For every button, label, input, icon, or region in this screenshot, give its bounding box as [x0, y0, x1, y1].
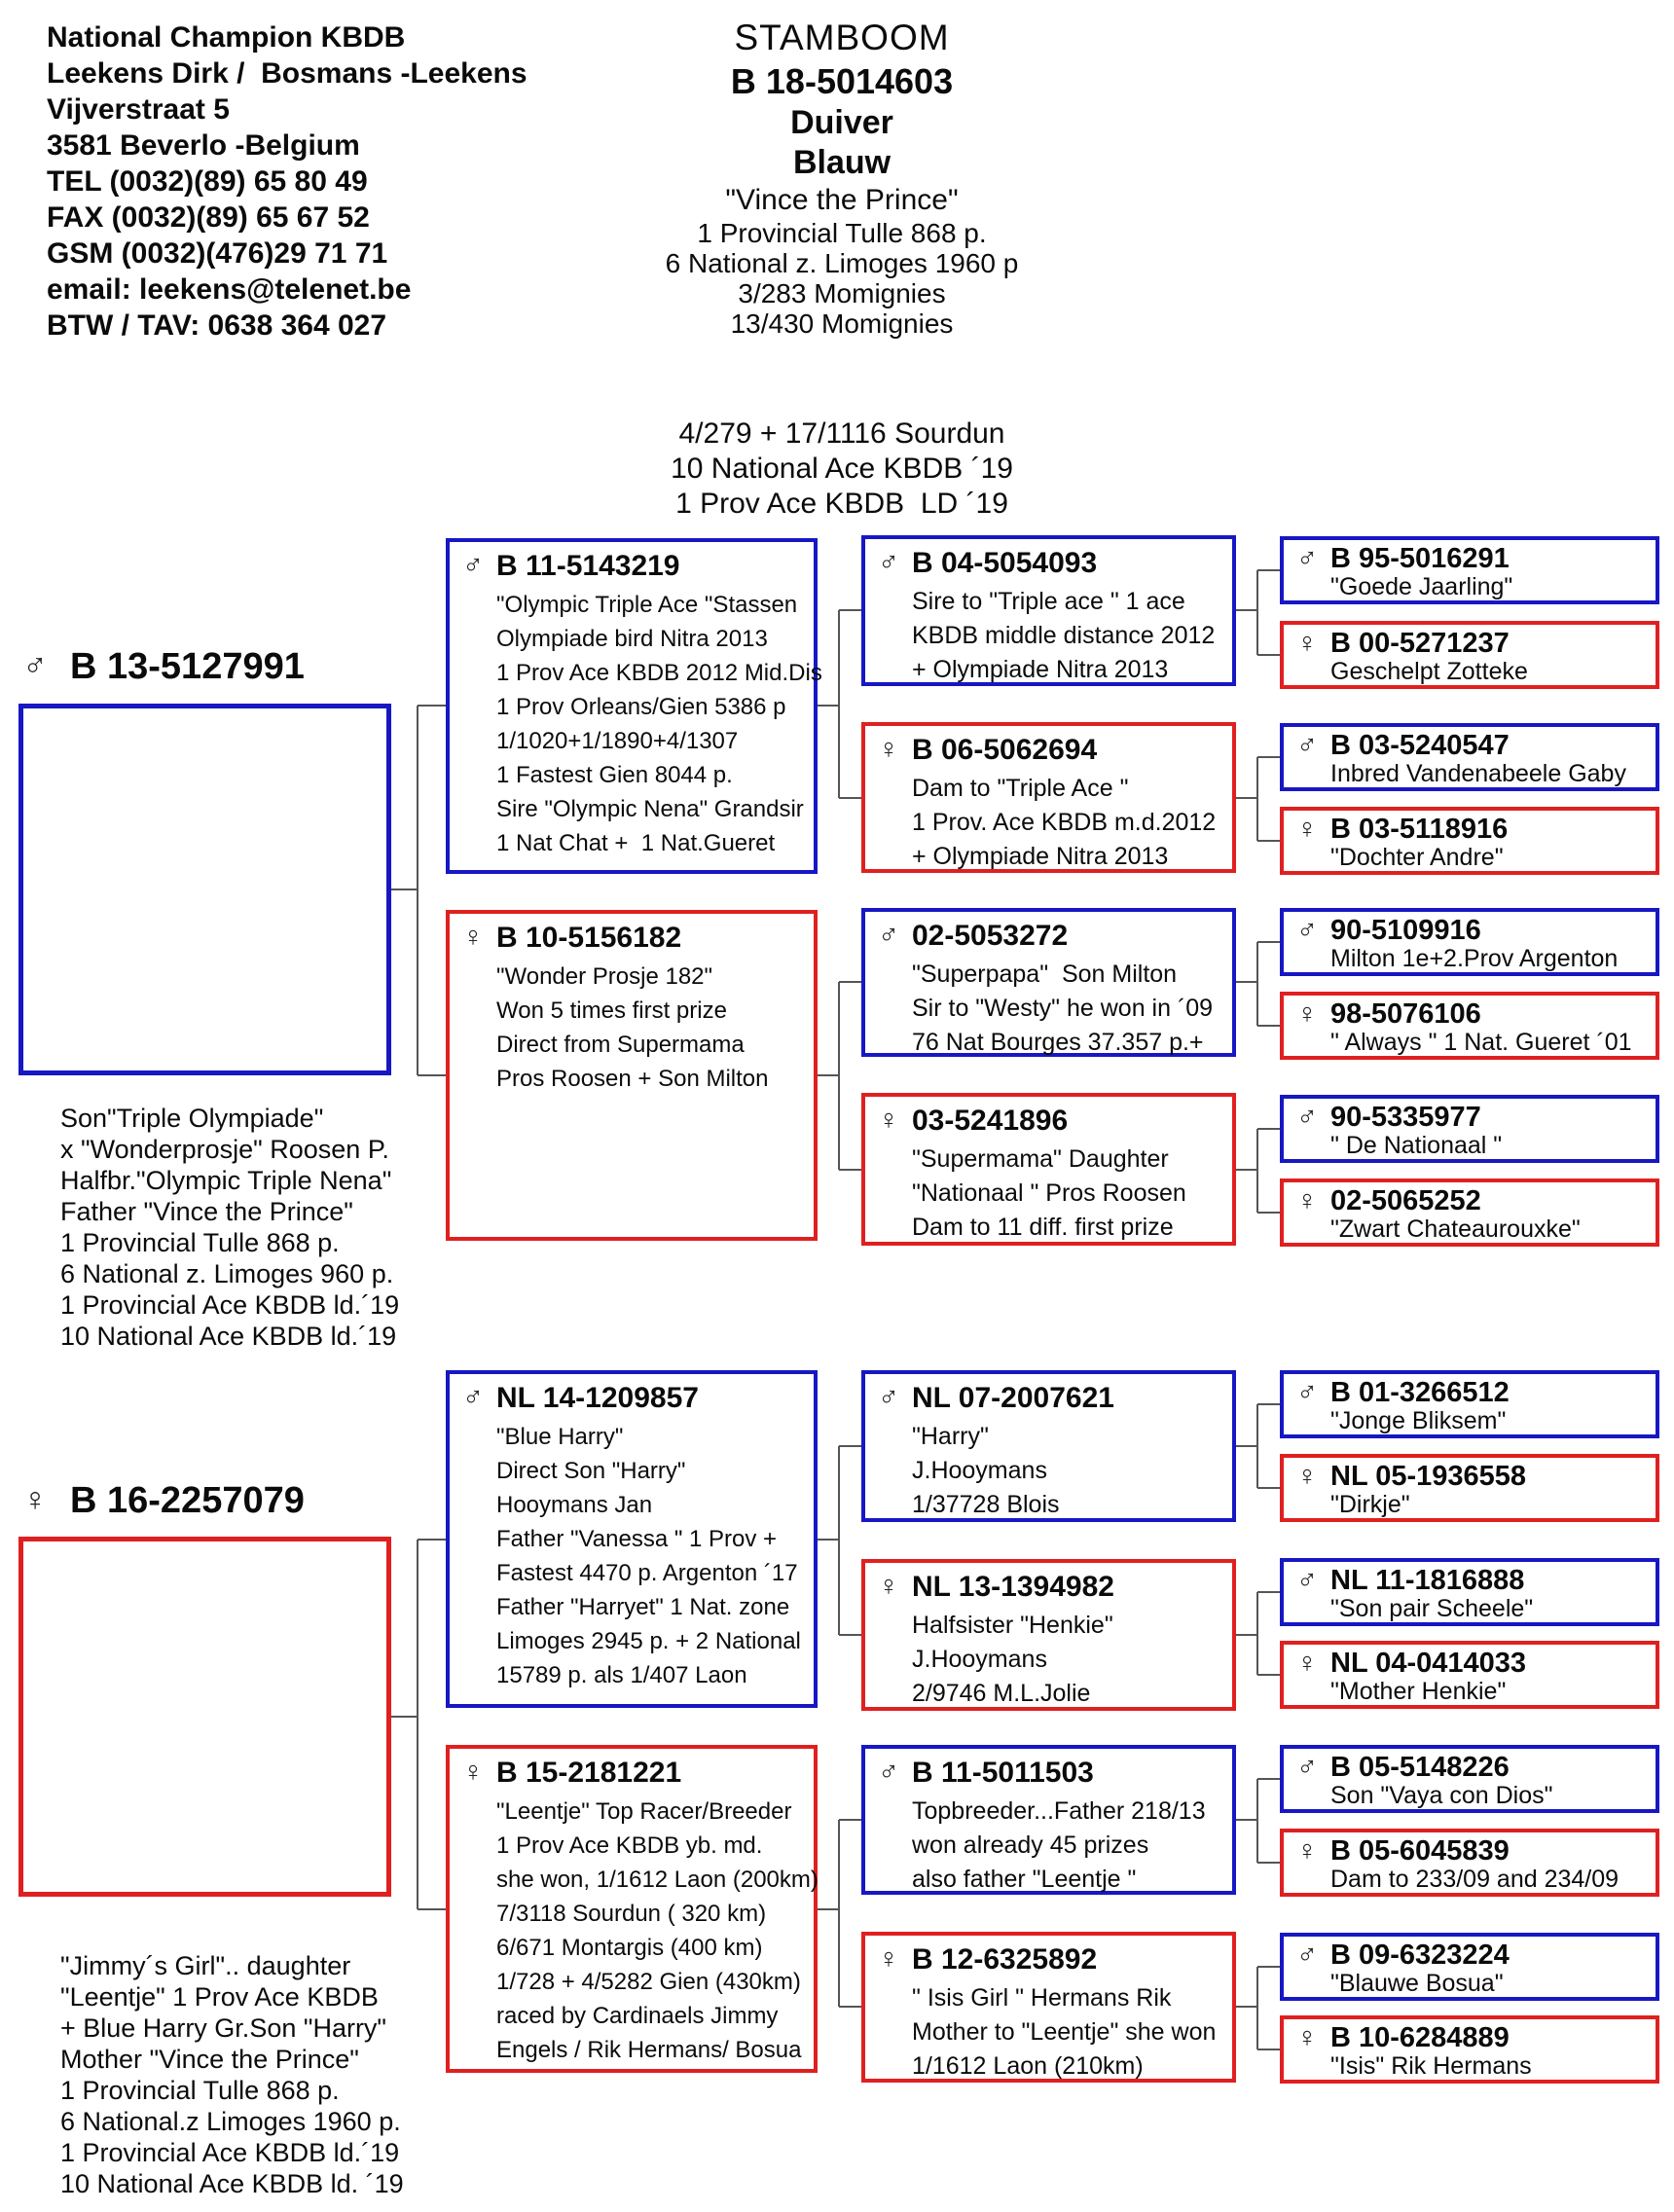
- box-header: [865, 1374, 1232, 1415]
- pedigree-subtitle: Son "Vaya con Dios": [1330, 1782, 1553, 1809]
- box-header: [1284, 625, 1656, 659]
- pedigree-box-nl13-1394982: [861, 1559, 1236, 1711]
- ring-number: B 01-3266512: [1330, 1377, 1510, 1408]
- male-icon: ♂: [1296, 1102, 1318, 1133]
- bird-sex-label: Duiver: [790, 104, 893, 141]
- box-header: [1284, 1458, 1656, 1492]
- box-header: [1284, 1832, 1656, 1867]
- ring-number: B 13-5127991: [70, 646, 305, 687]
- ring-number: NL 05-1936558: [1330, 1461, 1527, 1492]
- dam-photo-placeholder: [18, 1537, 391, 1897]
- box-header: [1284, 1374, 1656, 1408]
- bird-color-label: Blauw: [792, 144, 892, 181]
- ring-number: B 03-5118916: [1330, 814, 1509, 845]
- ring-number: B 16-2257079: [70, 1480, 305, 1521]
- ring-number: 03-5241896: [912, 1105, 1069, 1137]
- pedigree-box-90-5109916: [1280, 908, 1659, 976]
- pedigree-subtitle: "Isis" Rik Hermans: [1330, 2052, 1532, 2080]
- pedigree-box-b95-5016291: [1280, 536, 1659, 604]
- sire-photo-placeholder: [18, 704, 391, 1075]
- pedigree-notes: Halfsister "Henkie" J.Hooymans 2/9746 M.L.Jolie: [912, 1612, 1113, 1707]
- ring-number: NL 14-1209857: [496, 1382, 699, 1414]
- female-icon: ♀: [1296, 2022, 1318, 2053]
- pedigree-subtitle: "Son pair Scheele": [1330, 1595, 1534, 1622]
- pedigree-notes: Sire to "Triple ace " 1 ace KBDB middle distance 2012 + Olympiade Nitra 2013: [912, 588, 1216, 683]
- female-icon: ♀: [462, 922, 484, 953]
- ring-number: B 11-5143219: [496, 550, 680, 582]
- female-icon: ♀: [878, 1571, 899, 1602]
- female-icon: ♀: [1296, 1835, 1318, 1867]
- box-header: [1284, 1182, 1656, 1216]
- pedigree-box-b03-5240547: [1280, 723, 1659, 791]
- pedigree-subtitle: " De Nationaal ": [1330, 1132, 1503, 1159]
- box-header: [865, 1097, 1232, 1138]
- pedigree-subtitle: " Always " 1 Nat. Gueret ´01: [1330, 1029, 1632, 1056]
- bird-name: "Vince the Prince": [725, 184, 959, 216]
- female-icon: ♀: [22, 1481, 48, 1518]
- sire-notes: Son"Triple Olympiade" x "Wonderprosje" Roosen P. Halfbr."Olympic Triple Nena" Father "Vince the Prince" 1 Provincial Tulle 868 p. 6 National z. Limoges 960 p. 1 Provincial Ace KBDB ld.´19 10 National Ace KBDB ld.´19: [60, 1104, 400, 1351]
- female-icon: ♀: [462, 1757, 484, 1788]
- female-icon: ♀: [878, 734, 899, 765]
- female-icon: ♀: [878, 1105, 899, 1136]
- box-header: [1284, 540, 1656, 574]
- pedigree-box-nl14-1209857: [446, 1370, 818, 1708]
- box-header: [1284, 1749, 1656, 1783]
- pedigree-notes: Topbreeder...Father 218/13 won already 45 prizes also father "Leentje ": [912, 1797, 1206, 1893]
- ring-number: B 15-2181221: [496, 1757, 682, 1789]
- ring-number: NL 13-1394982: [912, 1571, 1114, 1603]
- pedigree-subtitle: "Goede Jaarling": [1330, 573, 1513, 600]
- pedigree-notes: "Wonder Prosje 182" Won 5 times first prize Direct from Supermama Pros Roosen + Son Milton: [496, 963, 769, 1092]
- dam-notes: "Jimmy´s Girl".. daughter "Leentje" 1 Prov Ace KBDB + Blue Harry Gr.Son "Harry" Mother "Vince the Prince" 1 Provincial Tulle 868 p. 6 National.z Limoges 1960 p. 1 Provincial Ace KBDB ld.´19 10 National Ace KBDB ld. ´19: [60, 1951, 404, 2198]
- breeder-info: National Champion KBDB Leekens Dirk / Bosmans -Leekens Vijverstraat 5 3581 Beverlo -Belgium TEL (0032)(89) 65 80 49 FAX (0032)(89) 65 67 52 GSM (0032)(476)29 71 71 email: leekens@telenet.be BTW / TAV: 0638 364 027: [47, 21, 528, 342]
- box-header: [1284, 1645, 1656, 1679]
- box-header: [1284, 2019, 1656, 2053]
- box-header: [865, 726, 1232, 767]
- pedigree-box-b11-5143219: [446, 538, 822, 874]
- pedigree-box-02-5065252: [1280, 1179, 1659, 1247]
- box-header: [865, 1749, 1232, 1790]
- pedigree-notes: Dam to "Triple Ace " 1 Prov. Ace KBDB m.d.2012 + Olympiade Nitra 2013: [912, 775, 1217, 870]
- pedigree-subtitle: Geschelpt Zotteke: [1330, 658, 1528, 685]
- ring-number: B 04-5054093: [912, 547, 1098, 579]
- ring-number: B 10-6284889: [1330, 2022, 1510, 2053]
- ring-number: 98-5076106: [1330, 998, 1481, 1030]
- ring-number: B 06-5062694: [912, 734, 1098, 766]
- box-header: [1284, 727, 1656, 761]
- bird-highlights: 4/279 + 17/1116 Sourdun 10 National Ace KBDB ´19 1 Prov Ace KBDB LD ´19: [671, 417, 1013, 520]
- ring-number: B 95-5016291: [1330, 543, 1510, 574]
- male-icon: ♂: [1296, 1940, 1318, 1971]
- male-icon: ♂: [878, 1757, 899, 1788]
- ring-number: B 11-5011503: [912, 1757, 1094, 1789]
- box-header: [1284, 1562, 1656, 1596]
- box-header: [1284, 811, 1656, 845]
- female-icon: ♀: [1296, 1185, 1318, 1216]
- male-icon: ♂: [462, 1382, 484, 1413]
- pedigree-box-b09-6323224: [1280, 1933, 1659, 2001]
- female-icon: ♀: [1296, 1461, 1318, 1492]
- pedigree-box-b03-5118916: [1280, 807, 1659, 875]
- pedigree-header: [545, 16, 1139, 339]
- box-header: [1284, 1099, 1656, 1133]
- box-header: [1284, 1937, 1656, 1971]
- pedigree-box-b10-6284889: [1280, 2015, 1659, 2084]
- pedigree-box-nl07-2007621: [861, 1370, 1236, 1522]
- pedigree-box-b04-5054093: [861, 535, 1236, 686]
- pedigree-box-03-5241896: [861, 1093, 1236, 1246]
- female-icon: ♀: [1296, 998, 1318, 1030]
- gen1-dam-title: [18, 1480, 305, 1521]
- pedigree-box-b10-5156182: [446, 910, 818, 1241]
- male-icon: ♂: [1296, 543, 1318, 574]
- pedigree-subtitle: "Dirkje": [1330, 1491, 1410, 1518]
- pedigree-notes: "Superpapa" Son Milton Sir to "Westy" he won in ´09 76 Nat Bourges 37.357 p.+: [912, 961, 1214, 1056]
- female-icon: ♀: [1296, 1648, 1318, 1679]
- pedigree-box-b11-5011503: [861, 1745, 1236, 1895]
- pedigree-box-b01-3266512: [1280, 1370, 1659, 1438]
- female-icon: ♀: [1296, 628, 1318, 659]
- box-header: [450, 542, 814, 583]
- ring-number: 02-5065252: [1330, 1185, 1481, 1216]
- ring-number: B 05-6045839: [1330, 1835, 1510, 1867]
- pedigree-box-98-5076106: [1280, 992, 1659, 1060]
- male-icon: ♂: [1296, 1752, 1318, 1783]
- pedigree-subtitle: "Jonge Bliksem": [1330, 1407, 1507, 1434]
- pedigree-box-90-5335977: [1280, 1095, 1659, 1163]
- male-icon: ♂: [462, 550, 484, 581]
- pedigree-notes: "Supermama" Daughter "Nationaal " Pros Roosen Dam to 11 diff. first prize: [912, 1145, 1186, 1241]
- male-icon: ♂: [1296, 730, 1318, 761]
- female-icon: ♀: [878, 1943, 899, 1975]
- ring-number: B 12-6325892: [912, 1943, 1098, 1976]
- box-header: [865, 912, 1232, 953]
- ring-number: B 05-5148226: [1330, 1752, 1510, 1783]
- box-header: [450, 1749, 814, 1790]
- pedigree-box-b06-5062694: [861, 722, 1236, 873]
- pedigree-subtitle: "Zwart Chateaurouxke": [1330, 1215, 1581, 1243]
- pedigree-box-b00-5271237: [1280, 621, 1659, 689]
- pedigree-notes: " Isis Girl " Hermans Rik Mother to "Leentje" she won 1/1612 Laon (210km): [912, 1984, 1217, 2080]
- pedigree-box-02-5053272: [861, 908, 1236, 1057]
- box-header: [865, 539, 1232, 580]
- pedigree-box-b05-6045839: [1280, 1829, 1659, 1897]
- pedigree-subtitle: Milton 1e+2.Prov Argenton: [1330, 945, 1619, 972]
- box-header: [1284, 996, 1656, 1030]
- pedigree-subtitle: "Dochter Andre": [1330, 844, 1504, 871]
- male-icon: ♂: [878, 920, 899, 951]
- stamboom-title: STAMBOOM: [734, 18, 950, 57]
- ring-number: B 03-5240547: [1330, 730, 1510, 761]
- ring-number: B 00-5271237: [1330, 628, 1510, 659]
- gen1-sire-title: [18, 646, 305, 687]
- pedigree-box-b05-5148226: [1280, 1745, 1659, 1813]
- male-icon: ♂: [878, 1382, 899, 1413]
- ring-number: 90-5335977: [1330, 1102, 1481, 1133]
- pedigree-notes: "Blue Harry" Direct Son "Harry" Hooymans Jan Father "Vanessa " 1 Prov + Fastest 4470 p. Argenton ´17 Father "Harryet" 1 Nat. zone Limoges 2945 p. + 2 National 15789 p. als 1/407 Laon: [496, 1424, 801, 1688]
- pedigree-box-nl05-1936558: [1280, 1454, 1659, 1522]
- male-icon: ♂: [1296, 915, 1318, 946]
- female-icon: ♀: [1296, 814, 1318, 845]
- pedigree-subtitle: "Blauwe Bosua": [1330, 1970, 1504, 1997]
- pedigree-box-nl04-0414033: [1280, 1641, 1659, 1709]
- ring-number: B 09-6323224: [1330, 1940, 1510, 1971]
- box-header: [450, 1374, 814, 1415]
- male-icon: ♂: [22, 647, 48, 684]
- pedigree-subtitle: Inbred Vandenabeele Gaby: [1330, 760, 1626, 787]
- ring-number: 90-5109916: [1330, 915, 1481, 946]
- pedigree-box-nl11-1816888: [1280, 1558, 1659, 1626]
- box-header: [450, 914, 814, 955]
- bird-results: 1 Provincial Tulle 868 p. 6 National z. Limoges 1960 p 3/283 Momignies 13/430 Momignies: [665, 218, 1019, 339]
- box-header: [865, 1563, 1232, 1604]
- ring-number: 02-5053272: [912, 920, 1069, 952]
- male-icon: ♂: [1296, 1377, 1318, 1408]
- pedigree-box-b15-2181221: [446, 1745, 818, 2073]
- ring-number: NL 11-1816888: [1330, 1565, 1525, 1596]
- ring-number: B 10-5156182: [496, 922, 682, 954]
- bird-ring-number: B 18-5014603: [730, 61, 954, 101]
- ring-number: NL 07-2007621: [912, 1382, 1114, 1414]
- pedigree-subtitle: Dam to 233/09 and 234/09: [1330, 1866, 1619, 1893]
- box-header: [865, 1936, 1232, 1976]
- pedigree-notes: "Leentje" Top Racer/Breeder 1 Prov Ace KBDB yb. md. she won, 1/1612 Laon (200km) 7/3118 Sourdun ( 320 km) 6/671 Montargis (400 km) 1/728 + 4/5282 Gien (430km) raced by Cardinaels Jimmy Engels / Rik Hermans/ Bosua: [496, 1798, 819, 2063]
- pedigree-notes: "Olympic Triple Ace "Stassen Olympiade bird Nitra 2013 1 Prov Ace KBDB 2012 Mid.Dis 1 Prov Orleans/Gien 5386 p 1/1020+1/1890+4/1307 1 Fastest Gien 8044 p. Sire "Olympic Nena" Grandsir 1 Nat Chat + 1 Nat.Gueret: [496, 592, 822, 856]
- male-icon: ♂: [878, 547, 899, 578]
- pedigree-subtitle: "Mother Henkie": [1330, 1678, 1507, 1705]
- pedigree-box-b12-6325892: [861, 1932, 1236, 2083]
- male-icon: ♂: [1296, 1565, 1318, 1596]
- ring-number: NL 04-0414033: [1330, 1648, 1527, 1679]
- box-header: [1284, 912, 1656, 946]
- pedigree-notes: "Harry" J.Hooymans 1/37728 Blois: [912, 1423, 1060, 1518]
